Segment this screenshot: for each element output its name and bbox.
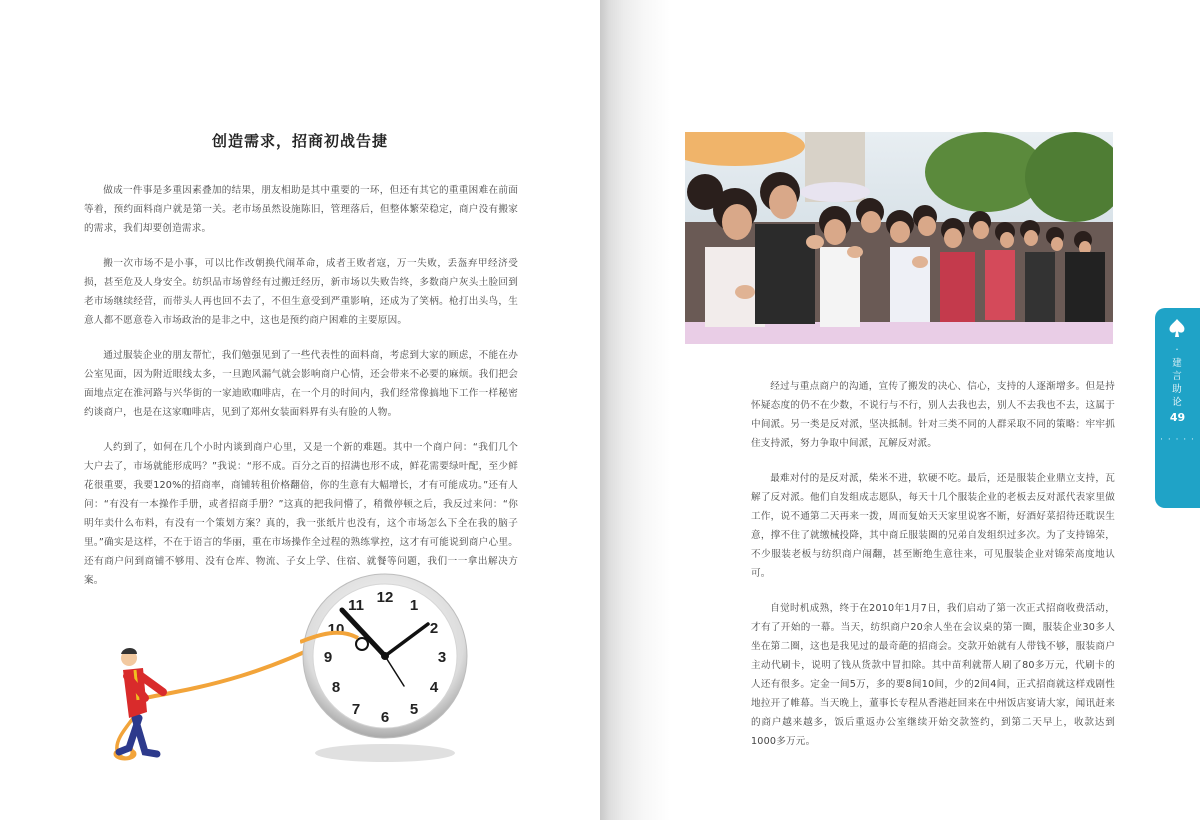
paragraph: 通过服装企业的朋友帮忙，我们勉强见到了一些代表性的面料商，考虑到大家的顾虑，不能在办公室见面，因为附近眼线太多，一旦跑风漏气就会影响商户心情，还会带来不必要的麻烦。我们把会面地点定在淮河路与兴华街的一家迪欧咖啡店，在一个月的时间内，我们经常像搞地下工作一样秘密约谈商户，也是在这家咖啡店，见到了郑州女装面料界有头有脸的人物。 [84,350,518,418]
section-label-char: 言 [1172,371,1183,382]
svg-text:9: 9 [323,649,333,666]
article-title: 创造需求，招商初战告捷 [211,132,388,150]
paragraph: 搬一次市场不是小事，可以比作改朝换代闹革命，成者王败者寇，万一失败，丢盔弃甲经济受损，甚至危及人身安全。纺织品市场曾经有过搬迁经历，新市场以失败告终，多数商户灰头土脸回到老市场继续经营，而带头人再也回不去了，不但生意受到严重影响，还成为了笑柄。枪打出头鸟，生意人都不愿意卷入市场政治的是非之中，这也是预约商户困难的主要原因。 [84,258,518,326]
section-label-char: · [1175,345,1180,356]
svg-text:10: 10 [327,621,345,638]
paragraph: 人约到了，如何在几个小时内谈到商户心里，又是一个新的难题。其中一个商户问：“我们几个大户去了，市场就能形成吗？”我说：“形不成。百分之百的招满也形不成，鲜花需要绿叶配，至少鲜花很重要，我要120%的招商率，商铺转租价格翻倍，你的生意有大幅增长，才有可能成功。”还有人问：“有没有一本操作手册，或者招商手册？”这真的把我问懵了，稍微停顿之后，我反过来问：“你明年卖什么布料，有没有一个策划方案？真的，我一张纸片也没有，这个市场怎么下全在我的脑子里。”确实是这样，不在于语言的华丽，重在市场操作全过程的熟练掌控，这才有可能说到商户心里。还有商户问到商铺不够用、没有仓库、物流、子女上学、住宿、就餐等问题，我们一一拿出解决方案。 [84,442,518,586]
left-article-body [84,181,518,606]
section-side-tab [1155,308,1200,508]
spade-icon [1167,318,1187,338]
paragraph: 经过与重点商户的沟通，宣传了搬发的决心、信心，支持的人逐渐增多。但是持怀疑态度的仍不在少数，不说行与不行，别人去我也去，别人不去我也不去，这属于中间派。另一类是反对派，坚决抵制。针对三类不同的人群采取不同的策略：牢牢抓住支持派，努力争取中间派，瓦解反对派。 [751,381,1115,449]
svg-text:3: 3 [437,649,447,666]
svg-text:1: 1 [409,597,419,614]
svg-text:7: 7 [351,701,361,718]
section-label [1155,344,1200,409]
decorative-dots: · · · · · [1160,435,1195,445]
svg-text:12: 12 [376,589,394,606]
svg-text:2: 2 [429,620,439,637]
svg-text:5: 5 [409,701,419,718]
svg-text:6: 6 [380,709,390,726]
section-label-char: 助 [1172,384,1183,395]
section-label-char: 建 [1172,358,1183,369]
svg-text:8: 8 [331,679,341,696]
paragraph: 最难对付的是反对派，柴米不进，软硬不吃。最后，还是服装企业鼎立支持，瓦解了反对派。他们自发组成志愿队，每天十几个服装企业的老板去反对派代表家里做工作，说不通第二天再来一拨，周而复始天天家里说客不断，好酒好菜招待还耽误生意，撑不住了就缴械投降，其中商丘服装圈的兄弟自发组织过多次。为了支持锦荣，不少服装老板与纺织商户闹翻，甚至断绝生意往来，可见服装企业对锦荣高度地认可。 [751,473,1115,579]
wall-clock-image [300,568,470,768]
right-article-body [751,377,1115,767]
page-number: 49 [1169,411,1186,424]
svg-text:4: 4 [429,679,439,696]
section-label-char: 论 [1172,397,1183,408]
paragraph: 自觉时机成熟，终于在2010年1月7日，我们启动了第一次正式招商收费活动，才有了开始的一幕。当天，纺织商户20余人坐在会议桌的第一圈，服装企业30多人坐在第二圈，这也是我见过的最奇葩的招商会。交款开始就有人带钱不够，服装商户主动代刷卡，说明了钱从货款中冒扣除。其中苗利就帮人刷了80多万元，代刷卡的人还有很多。定金一间5万，多的要8间10间，少的2间4间，正式招商就这样戏剧性地拉开了帷幕。当天晚上，董事长专程从香港赶回来在中州饭店宴请大家，闻讯赶来的商户越来越多，饭后重返办公室继续开始交款签约，到第二天早上，收款达到1000多万元。 [751,603,1115,747]
svg-text:11: 11 [348,597,364,614]
paragraph: 做成一件事是多重因素叠加的结果，朋友相助是其中重要的一环，但还有其它的重重困难在前面等着，预约面料商户就是第一关。老市场虽然设施陈旧，管理落后，但整体繁荣稳定，商户没有搬家的需求，我们却要创造需求。 [84,185,518,234]
crowd-applauding-photo [685,132,1113,344]
